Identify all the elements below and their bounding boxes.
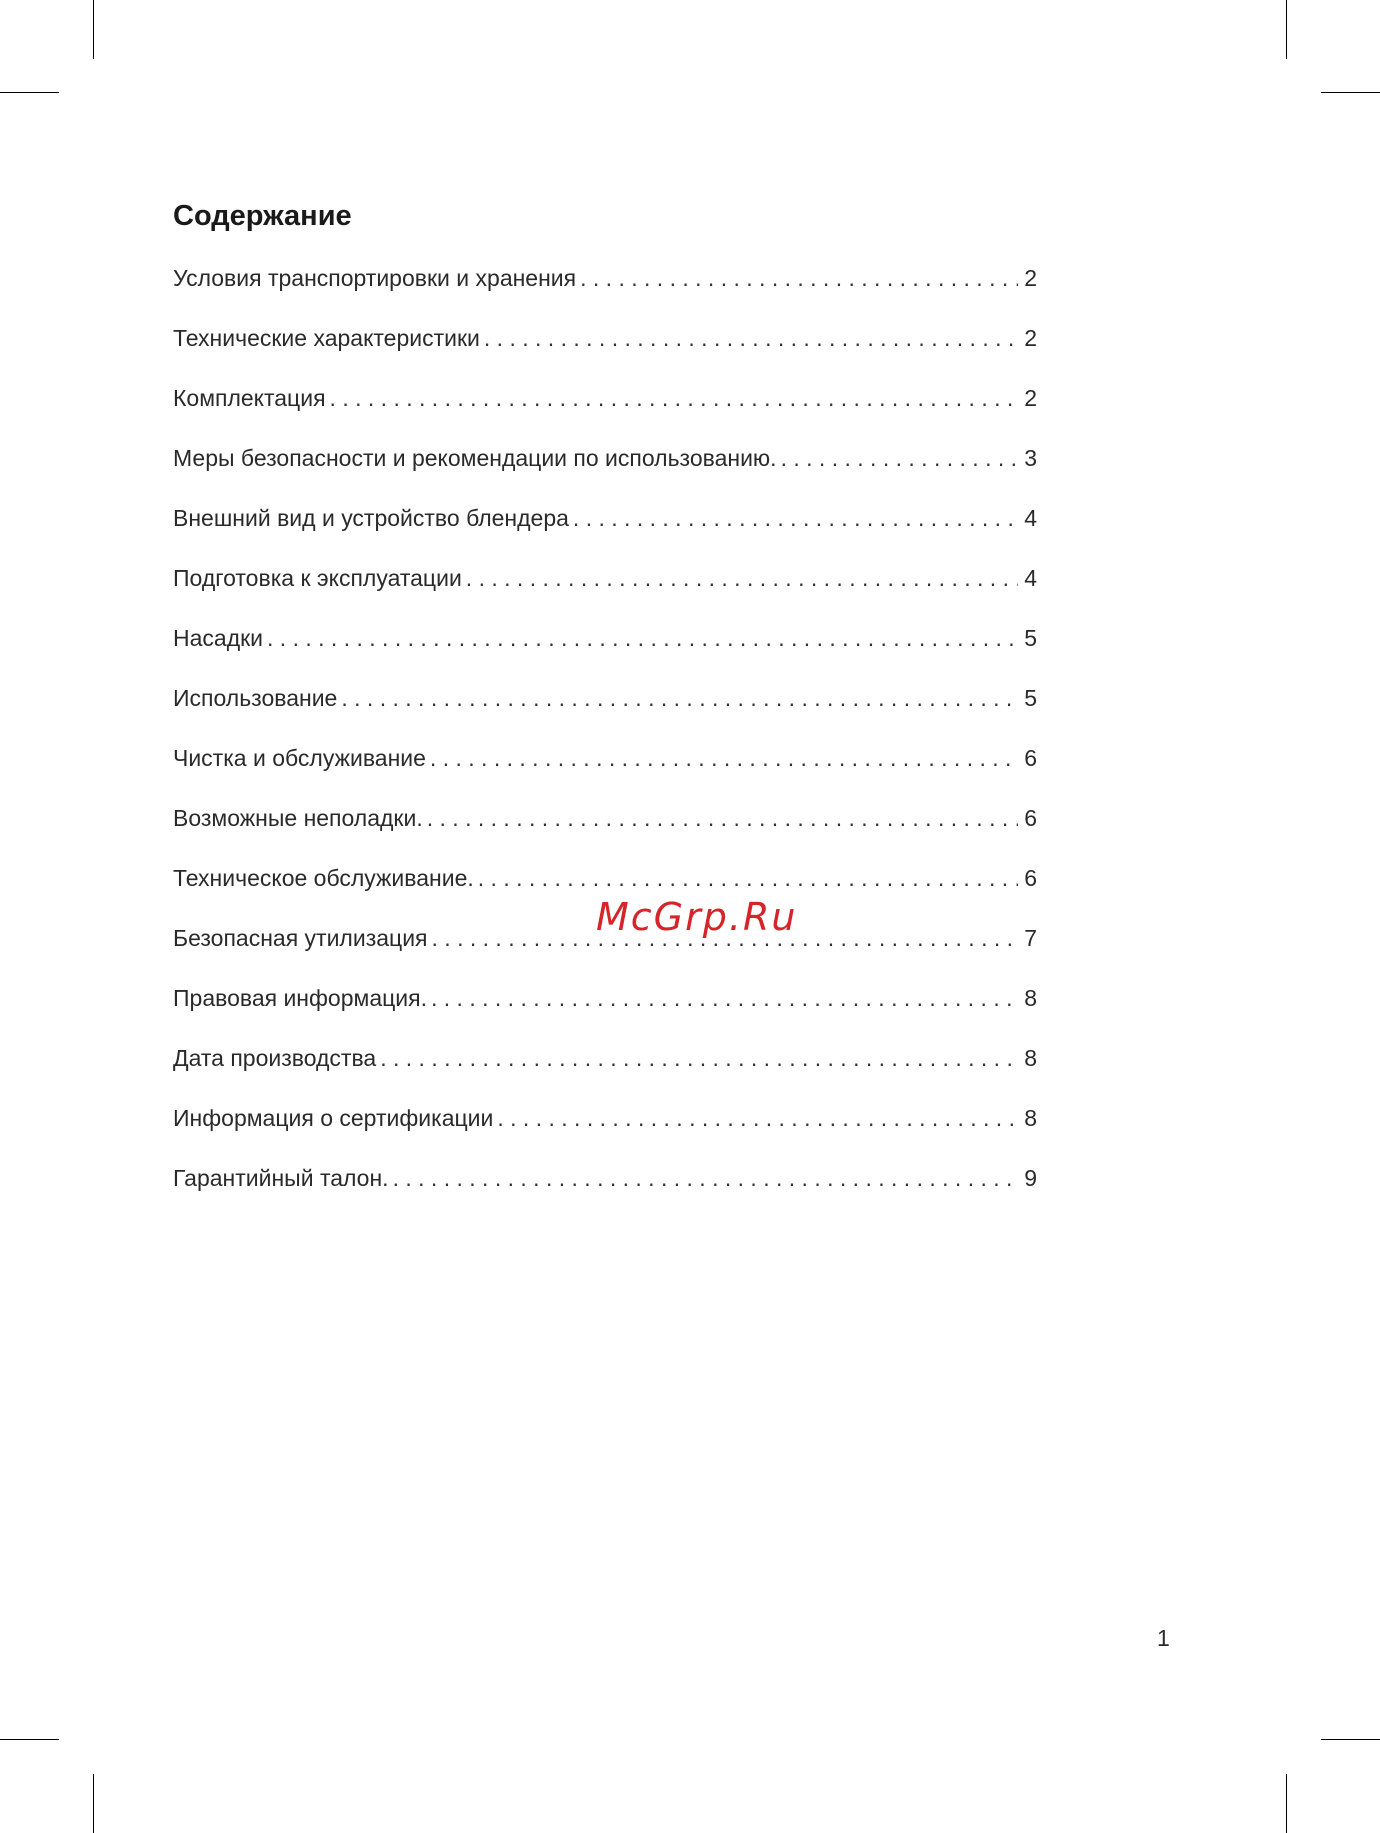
toc-entry-page: 7 — [1024, 925, 1037, 951]
toc-entry — [173, 805, 1037, 865]
toc-entry-page: 6 — [1024, 805, 1037, 831]
toc-entry-page: 5 — [1024, 685, 1037, 711]
toc-dot-leader — [267, 625, 1018, 652]
toc-entry-page: 6 — [1024, 865, 1037, 891]
toc-dot-leader — [330, 385, 1019, 412]
toc-entry-label: Условия транспортировки и хранения — [173, 265, 577, 291]
toc-entry — [173, 445, 1037, 505]
toc-entry — [173, 505, 1037, 565]
toc-dot-leader — [393, 1165, 1019, 1192]
crop-mark-top-left-vertical — [93, 0, 94, 59]
toc-entry-label: Дата производства — [173, 1045, 377, 1071]
toc-dot-leader — [430, 745, 1018, 772]
toc-entry — [173, 1045, 1037, 1105]
toc-dot-leader — [466, 565, 1018, 592]
toc-dot-leader — [497, 1105, 1018, 1132]
toc-entry-label: Безопасная утилизация — [173, 925, 428, 951]
crop-mark-top-left-horizontal — [0, 92, 59, 93]
toc-entry-page: 6 — [1024, 745, 1037, 771]
toc-entry-label: Насадки — [173, 625, 264, 651]
page-title: Содержание — [173, 200, 352, 232]
toc-entry-page: 3 — [1024, 445, 1037, 471]
toc-entry-label: Подготовка к эксплуатации — [173, 565, 462, 591]
toc-entry-label: Гарантийный талон. — [173, 1165, 389, 1191]
toc-dot-leader — [573, 505, 1018, 532]
toc-entry — [173, 265, 1037, 325]
toc-entry — [173, 1165, 1037, 1225]
crop-mark-bottom-left-vertical — [93, 1774, 94, 1833]
toc-dot-leader — [484, 325, 1018, 352]
toc-entry-page: 8 — [1024, 1045, 1037, 1071]
toc-dot-leader — [580, 265, 1018, 292]
toc-dot-leader — [781, 445, 1019, 472]
toc-entry — [173, 985, 1037, 1045]
toc-entry — [173, 565, 1037, 625]
crop-mark-top-right-vertical — [1286, 0, 1287, 59]
crop-mark-bottom-right-vertical — [1286, 1774, 1287, 1833]
toc-dot-leader — [431, 985, 1018, 1012]
table-of-contents — [173, 265, 1037, 1225]
toc-dot-leader — [341, 685, 1018, 712]
toc-entry-page: 5 — [1024, 625, 1037, 651]
toc-entry — [173, 625, 1037, 685]
toc-entry-page: 4 — [1024, 565, 1037, 591]
toc-entry — [173, 745, 1037, 805]
toc-entry-label: Возможные неполадки. — [173, 805, 423, 831]
toc-entry-label: Комплектация — [173, 385, 326, 411]
toc-entry-page: 8 — [1024, 1105, 1037, 1131]
toc-entry-label: Чистка и обслуживание — [173, 745, 426, 771]
toc-dot-leader — [478, 865, 1018, 892]
toc-entry-page: 2 — [1024, 325, 1037, 351]
watermark: McGrp.Ru — [596, 895, 798, 939]
toc-entry-page: 2 — [1024, 385, 1037, 411]
toc-entry-page: 8 — [1024, 985, 1037, 1011]
toc-entry-label: Правовая информация. — [173, 985, 427, 1011]
toc-entry-label: Технические характеристики — [173, 325, 480, 351]
toc-dot-leader — [380, 1045, 1018, 1072]
toc-entry — [173, 325, 1037, 385]
toc-entry-label: Меры безопасности и рекомендации по использованию. — [173, 445, 777, 471]
toc-dot-leader — [427, 805, 1018, 832]
toc-entry — [173, 385, 1037, 445]
crop-mark-top-right-horizontal — [1321, 92, 1380, 93]
crop-mark-bottom-right-horizontal — [1321, 1739, 1380, 1740]
toc-entry-label: Информация о сертификации — [173, 1105, 494, 1131]
toc-entry-page: 2 — [1024, 265, 1037, 291]
toc-entry-label: Использование — [173, 685, 338, 711]
toc-entry-label: Техническое обслуживание. — [173, 865, 474, 891]
toc-entry — [173, 685, 1037, 745]
toc-entry-page: 4 — [1024, 505, 1037, 531]
page-number: 1 — [1157, 1625, 1170, 1651]
toc-entry-page: 9 — [1024, 1165, 1037, 1191]
toc-entry — [173, 1105, 1037, 1165]
toc-entry-label: Внешний вид и устройство блендера — [173, 505, 569, 531]
crop-mark-bottom-left-horizontal — [0, 1739, 59, 1740]
